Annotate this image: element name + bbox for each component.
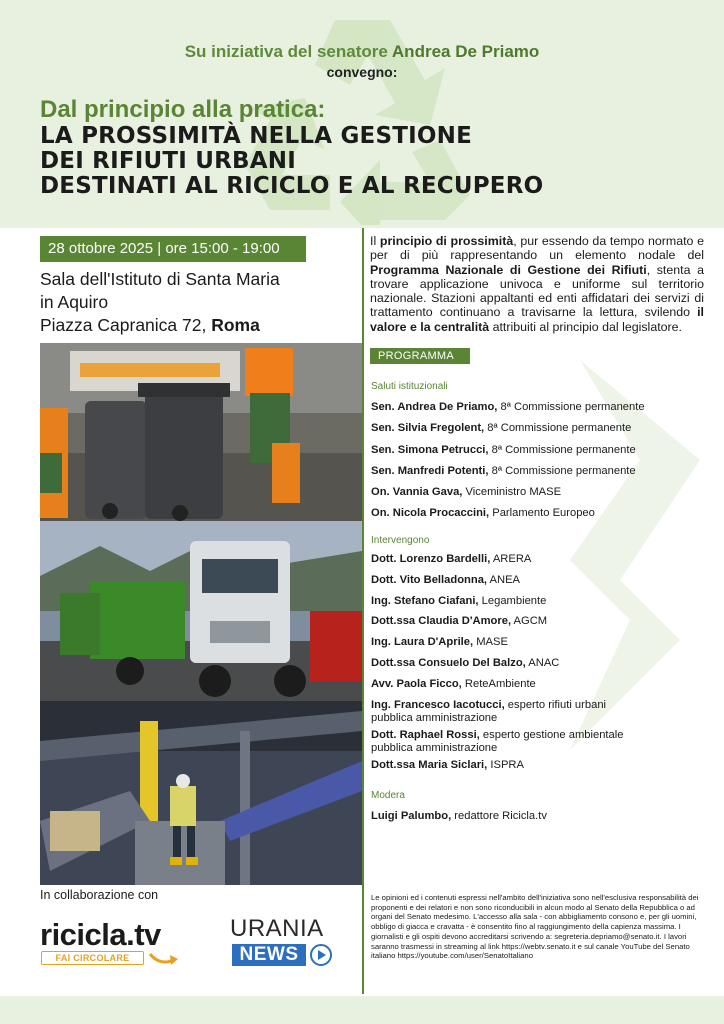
headline-line-1: LA PROSSIMITÀ NELLA GESTIONE (40, 123, 472, 149)
photo-garbage-truck (40, 521, 362, 701)
speaker-role: MASE (473, 636, 508, 649)
headline-subtitle: Dal principio alla pratica: (40, 96, 326, 123)
collaboration-label: In collaborazione con (40, 888, 159, 902)
play-icon (310, 944, 332, 966)
event-description (370, 234, 704, 334)
speaker-name: Avv. Paola Ficco, (371, 677, 462, 690)
speaker-role-line-2: pubblica amministrazione (371, 711, 498, 724)
speaker-role: esperto gestione ambientale (479, 728, 624, 741)
speaker-role: redattore Riciclа.tv (451, 810, 547, 822)
urania-wordmark: URANIA (230, 915, 324, 942)
speaker-item (371, 507, 716, 528)
speaker-role: 8ª Commissione permanente (484, 422, 632, 435)
speaker-item (371, 657, 716, 678)
disclaimer-text: Le opinioni ed i contenuti espressi nell'ambito dell'iniziativa sono nell'esclusiva responsabilità dei proponenti e dei relatori e non sono riconducibili in alcun modo al Senato della Repubblica o ad organi del Senato medesimo. L'accesso alla sala - con abbigliamento consono e, per gli uomini, obbligo di giacca e cravatta - è consentito fino al raggiungimento della capienza massima. I giornalisti e gli ospiti devono accreditarsi scrivendo a: segreteria.depriamo@senato.it. I lavori saranno trasmessi in streaming al link https://webtv.senato.it e sul canale YouTube del Senato italiano https://youtube.com/user/SenatoItaliano (371, 893, 699, 961)
event-date-badge: 28 ottobre 2025 | ore 15:00 - 19:00 (40, 236, 306, 262)
speaker-name: Dott.ssa Claudia D'Amore, (371, 615, 512, 628)
venue-line-2: in Aquiro (40, 292, 109, 312)
modera-label: Modera (371, 790, 405, 801)
speaker-name: Luigi Palumbo, (371, 810, 452, 822)
headline-line-2: DEI RIFIUTI URBANI (40, 148, 296, 174)
saluti-list (371, 401, 716, 529)
speaker-name: Dott.ssa Consuelo Del Balzo, (371, 656, 526, 669)
convegno-label: convegno: (326, 64, 398, 80)
speaker-item (371, 465, 716, 486)
footer-band (0, 996, 724, 1024)
program-badge: PROGRAMMA (370, 348, 470, 364)
speaker-item (371, 401, 716, 422)
desc-bold-2: Programma Nazionale di Gestione dei Rifiuti (370, 262, 647, 277)
speaker-name: Ing. Francesco Iacotucci, (371, 698, 505, 711)
speaker-item (371, 422, 716, 443)
desc-bold-1: principio di prossimità (379, 234, 514, 248)
speaker-item (371, 678, 716, 699)
speaker-name: Dott. Lorenzo Bardelli, (371, 553, 491, 565)
speaker-name: Dott. Vito Belladonna, (371, 573, 488, 586)
speaker-item (371, 615, 716, 636)
speaker-item (371, 574, 716, 595)
desc-part-2: , pur essendo da tempo normato e per di più rappresentando un elemento nodale del (370, 234, 705, 263)
speaker-item (371, 699, 716, 729)
speaker-item (371, 636, 716, 657)
desc-bold-3: il valore e la centralità (370, 305, 704, 334)
speaker-item (371, 486, 716, 507)
speaker-role: ANAC (525, 656, 560, 669)
ricicla-tv-logo (40, 918, 190, 974)
speaker-item (371, 810, 716, 823)
speaker-item (371, 759, 716, 780)
photo-sorting-plant (40, 701, 362, 885)
saluti-label: Saluti istituzionali (371, 381, 448, 392)
speaker-role: Parlamento Europeo (489, 507, 595, 520)
desc-part-3: , stenta a trovare applicazione univoca e uniforme sul territorio nazionale. Stazioni appaltanti ed enti affidatari dei servizi di trattamento continuano a travisarne la lettura, svilendo (370, 262, 704, 320)
address-city: Roma (211, 315, 260, 335)
speaker-name: Sen. Simona Petrucci, (371, 443, 489, 456)
venue-address (40, 314, 360, 337)
urania-news-logo (230, 916, 340, 970)
speaker-role: 8ª Commissione permanente (488, 443, 636, 456)
vertical-divider (362, 228, 364, 994)
speaker-role: 8ª Commissione permanente (497, 401, 645, 413)
speaker-item (371, 553, 716, 574)
speaker-name: On. Nicola Procaccini, (371, 507, 490, 520)
speaker-name: Sen. Silvia Fregolent, (371, 422, 485, 435)
speaker-name: Dott. Raphael Rossi, (371, 728, 480, 741)
speaker-name: Sen. Andrea De Priamo, (371, 401, 498, 413)
speaker-name: On. Vannia Gava, (371, 486, 463, 499)
address-street: Piazza Capranica 72, (40, 315, 207, 335)
intervengono-list (371, 553, 716, 779)
initiative-prefix: Su iniziativa del senatore (184, 42, 388, 61)
intervengono-label: Intervengono (371, 535, 430, 546)
intro (0, 42, 724, 80)
senator-name: Andrea De Priamo (391, 42, 540, 61)
speaker-role: Viceministro MASE (462, 486, 562, 499)
curved-arrow-icon (148, 950, 180, 968)
speaker-name: Sen. Manfredi Potenti, (371, 464, 489, 477)
ricicla-tv-wordmark: ricicla.tv (40, 917, 161, 952)
speaker-item (371, 595, 716, 616)
speaker-role: ARERA (490, 553, 532, 565)
speaker-role: ReteAmbiente (461, 677, 536, 690)
venue-line-1: Sala dell'Istituto di Santa Maria (40, 269, 280, 289)
speaker-role: esperto rifiuti urbani (504, 698, 607, 711)
speaker-role: ISPRA (487, 758, 524, 771)
news-wordmark: NEWS (232, 944, 306, 966)
speaker-role-line-2: pubblica amministrazione (371, 741, 498, 754)
speaker-role: AGCM (511, 615, 548, 628)
modera-list (371, 810, 716, 823)
speaker-name: Ing. Laura D'Aprile, (371, 636, 474, 649)
initiative-line (0, 42, 724, 62)
desc-part-4: attribuiti al principio dal legislatore. (489, 319, 682, 334)
speaker-role: Legambiente (478, 594, 547, 607)
speaker-item (371, 729, 716, 759)
speaker-name: Ing. Stefano Ciafani, (371, 594, 479, 607)
speaker-name: Dott.ssa Maria Siclari, (371, 758, 488, 771)
headline (40, 96, 680, 199)
speaker-item (371, 444, 716, 465)
speaker-role: 8ª Commissione permanente (488, 464, 636, 477)
speaker-role: ANEA (487, 573, 520, 586)
headline-line-3: DESTINATI AL RICICLO E AL RECUPERO (40, 173, 544, 199)
desc-part-1: Il (370, 234, 380, 248)
ricicla-tagline: FAI CIRCOLARE (41, 951, 144, 965)
photo-waste-bins (40, 343, 362, 521)
event-venue (40, 268, 360, 337)
